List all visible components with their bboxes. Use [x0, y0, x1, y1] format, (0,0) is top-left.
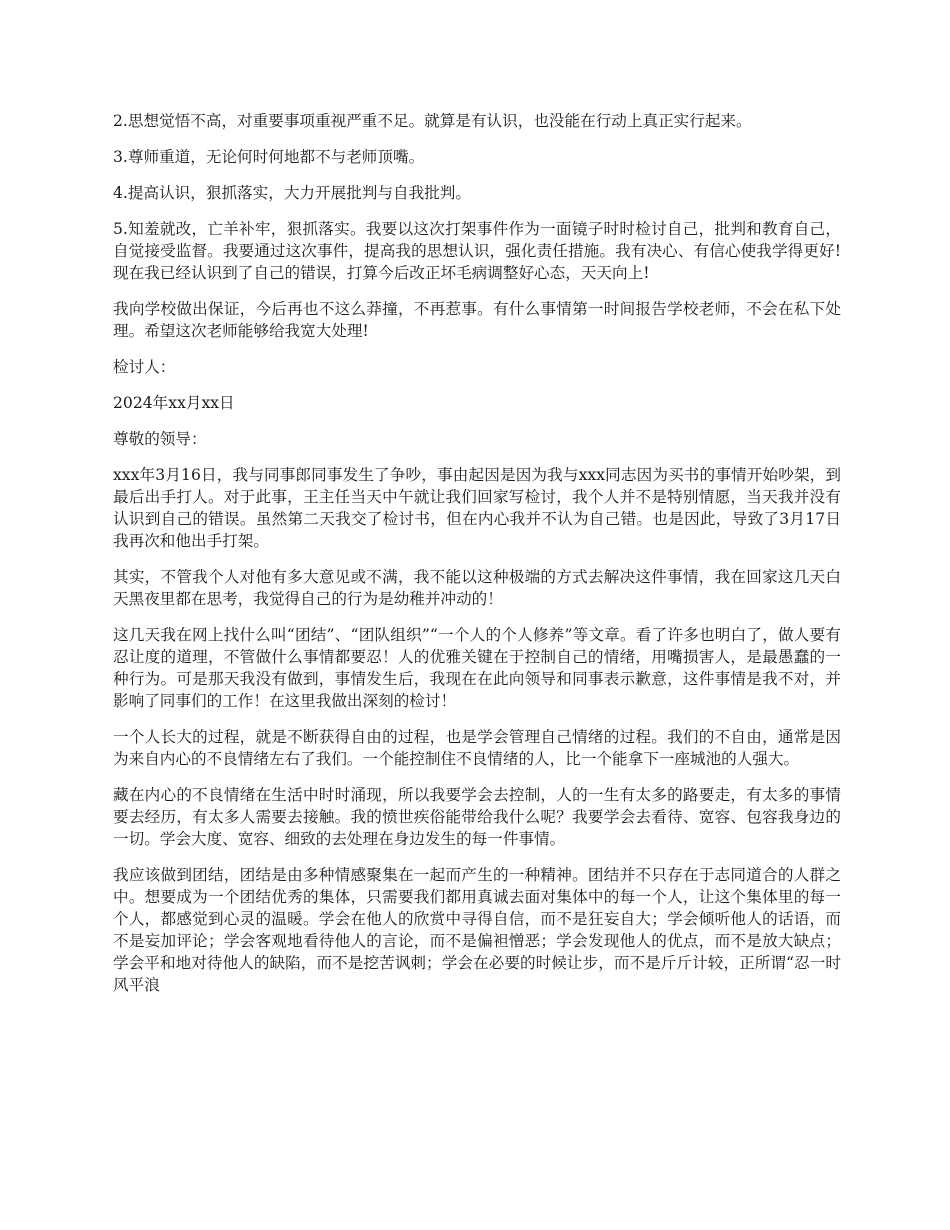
paragraph-guarantee: 我向学校做出保证，今后再也不这么莽撞，不再惹事。有什么事情第一时间报告学校老师，不会在私下处理。希望这次老师能够给我宽大处理!	[113, 300, 841, 340]
paragraph-emotions: 藏在内心的不良情绪在生活中时时涌现，所以我要学会去控制，人的一生有太多的路要走，有太多的事情要去经历，有太多人需要去接触。我的愤世疾俗能带给我什么呢？我要学会去看待、宽容、包容我身边的一切。学会大度、宽容、细致的去处理在身边发生的每一件事情。	[113, 786, 841, 848]
paragraph-item-5: 5.知羞就改，亡羊补牢，狠抓落实。我要以这次打架事件作为一面镜子时时检讨自己，批判和教育自己，自觉接受监督。我要通过这次事件，提高我的思想认识，强化责任措施。我有决心、有信心使我学得更好!现在我已经认识到了自己的错误，打算今后改正坏毛病调整好心态，天天向上!	[113, 220, 841, 282]
paragraph-item-4: 4.提高认识，狠抓落实，大力开展批判与自我批判。	[113, 184, 471, 202]
paragraph-unity: 我应该做到团结，团结是由多种情感聚集在一起而产生的一种精神。团结并不只存在于志同道合的人群之中。想要成为一个团结优秀的集体，只需要我们都用真诚去面对集体中的每一个人，让这个集体里的每一个人，都感觉到心灵的温暖。学会在他人的欣赏中寻得自信，而不是狂妄自大；学会倾听他人的话语，而不是妄加评论；学会客观地看待他人的言论，而不是偏袒憎恶；学会发现他人的优点，而不是放大缺点；学会平和地对待他人的缺陷，而不是挖苦讽刺；学会在必要的时候让步，而不是斤斤计较，正所谓“忍一时风平浪	[113, 866, 841, 994]
paragraph-item-3: 3.尊师重道，无论何时何地都不与老师顶嘴。	[113, 148, 425, 166]
signature-label: 检讨人：	[113, 358, 176, 376]
document-page	[113, 110, 841, 996]
paragraph-incident: xxx年3月16日，我与同事郎同事发生了争吵，事由起因是因为我与xxx同志因为买书的事情开始吵架，到最后出手打人。对于此事，王主任当天中午就让我们回家写检讨，我个人并不是特别情愿，当天我并没有认识到自己的错误。虽然第二天我交了检讨书，但在内心我并不认为自己错。也是因此，导致了3月17日我再次和他出手打架。	[113, 466, 841, 550]
date-line: 2024年xx月xx日	[113, 394, 235, 412]
paragraph-reflection: 其实，不管我个人对他有多大意见或不满，我不能以这种极端的方式去解决这件事情，我在回家这几天白天黑夜里都在思考，我觉得自己的行为是幼稚并冲动的！	[113, 568, 841, 608]
paragraph-research: 这几天我在网上找什么叫“团结”、“团队组织”“一个人的个人修养”等文章。看了许多也明白了，做人要有忍让度的道理，不管做什么事情都要忍！人的优雅关键在于控制自己的情绪，用嘴损害人，是最愚蠢的一种行为。可是那天我没有做到，事情发生后，我现在在此向领导和同事表示歉意，这件事情是我不对，并影响了同事们的工作！在这里我做出深刻的检讨！	[113, 626, 841, 710]
paragraph-growth: 一个人长大的过程，就是不断获得自由的过程，也是学会管理自己情绪的过程。我们的不自由，通常是因为来自内心的不良情绪左右了我们。一个能控制住不良情绪的人，比一个能拿下一座城池的人强大。	[113, 728, 841, 768]
salutation: 尊敬的领导：	[113, 430, 207, 448]
paragraph-item-2: 2.思想觉悟不高，对重要事项重视严重不足。就算是有认识，也没能在行动上真正实行起来。	[113, 112, 752, 130]
